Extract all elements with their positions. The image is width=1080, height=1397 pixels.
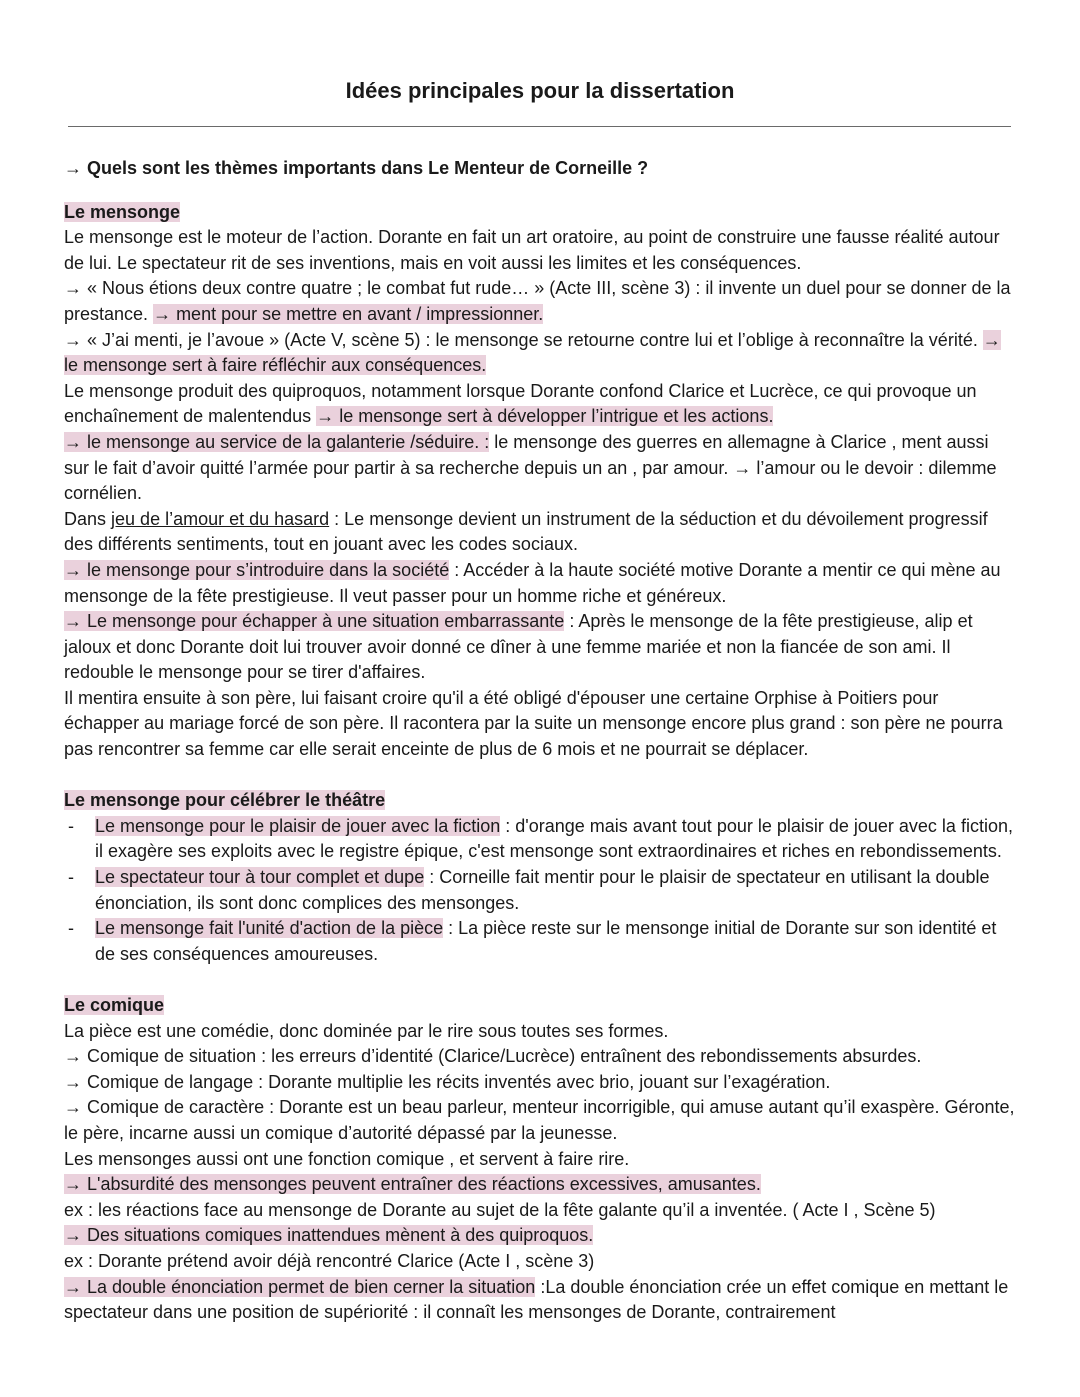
highlight: → Le mensonge pour échapper à une situation embarrassante: [64, 611, 565, 632]
highlight: Le mensonge pour le plaisir de jouer avec la fiction: [95, 815, 501, 836]
text: Dans: [64, 508, 112, 529]
text: : d'orange mais avant tout pour le plaisir de jouer avec la fiction, il exagère ses exploits avec le registre épique, c'est mensonge sont extraordinaires et riches en rebondissements.: [95, 815, 1013, 862]
bullet-dash: -: [68, 918, 74, 939]
text: → « J’ai menti, je l’avoue » (Acte V, scène 5) : le mensonge se retourne contre lui et l’oblige à reconnaître la vérité.: [64, 329, 983, 350]
section-theatre: [64, 788, 1016, 967]
text: : Accéder à la haute société motive Dorante a mentir ce qui mène au mensonge de la fête prestigieuse. Il veut passer pour un homme riche et généreux.: [64, 559, 1001, 606]
paragraph: ex : Dorante prétend avoir déjà rencontré Clarice (Acte I , scène 3): [64, 1250, 595, 1271]
bullet-item: [64, 814, 1016, 865]
document-body: [64, 156, 1016, 1326]
highlight: → le mensonge pour s’introduire dans la société: [64, 559, 450, 580]
bullet-item: [64, 865, 1016, 916]
highlight: Le mensonge fait l'unité d'action de la pièce: [95, 918, 444, 939]
underlined-title: jeu de l’amour et du hasard: [111, 508, 330, 529]
paragraph: → Comique de langage : Dorante multiplie les récits inventés avec brio, jouant sur l’exagération.: [64, 1071, 831, 1092]
highlight: → le mensonge au service de la galanterie /séduire. :: [64, 431, 490, 452]
bullet-dash: -: [68, 815, 74, 836]
paragraph: Il mentira ensuite à son père, lui faisant croire qu'il a été obligé d'épouser une certaine Orphise à Poitiers pour échapper au mariage forcé de son père. Il racontera par la suite un mensonge encore plus grand : son père ne pourra pas rencontrer sa femme car elle serait enceinte de plus de 6 mois et ne pourrait se déplacer.: [64, 687, 1003, 760]
title-divider: [68, 126, 1011, 127]
section-heading: Le mensonge pour célébrer le théâtre: [64, 790, 386, 811]
highlight: Le spectateur tour à tour complet et dupe: [95, 867, 425, 888]
paragraph: ex : les réactions face au mensonge de Dorante au sujet de la fête galante qu’il a inventée. ( Acte I , Scène 5): [64, 1199, 936, 1220]
highlight: → le mensonge sert à faire réfléchir aux conséquences.: [64, 329, 1001, 376]
text: : Après le mensonge de la fête prestigieuse, alip et jaloux et donc Dorante doit lui trouver avoir donné ce dîner à une femme mariée et non la fiancée de son ami. Il redouble le mensonge pour se tirer d'affaires.: [64, 611, 973, 683]
paragraph: → Comique de situation : les erreurs d’identité (Clarice/Lucrèce) entraînent des rebondissements absurdes.: [64, 1046, 922, 1067]
highlight: → ment pour se mettre en avant / impressionner.: [153, 303, 544, 324]
section-heading: Le comique: [64, 995, 165, 1015]
paragraph: La pièce est une comédie, donc dominée par le rire sous toutes ses formes.: [64, 1020, 669, 1041]
section-heading: Le mensonge: [64, 201, 181, 222]
paragraph: [64, 609, 1016, 686]
highlight: → Des situations comiques inattendues mènent à des quiproquos.: [64, 1225, 594, 1246]
paragraph: [64, 558, 1016, 609]
paragraph: Le mensonge est le moteur de l’action. Dorante en fait un art oratoire, au point de construire une fausse réalité autour de lui. Le spectateur rit de ses inventions, mais en voit aussi les limites et les conséquences.: [64, 227, 1000, 273]
section-mensonge: [64, 200, 1016, 763]
text: : La pièce reste sur le mensonge initial de Dorante sur son identité et de ses conséquences amoureuses.: [95, 918, 997, 964]
page-title: Idées principales pour la dissertation: [345, 78, 735, 103]
text: : Le mensonge devient un instrument de la séduction et du dévoilement progressif des différents sentiments, tout en jouant avec les codes sociaux.: [64, 508, 988, 555]
paragraph: [64, 1275, 1016, 1326]
paragraph: [64, 276, 1016, 327]
highlight: → La double énonciation permet de bien cerner la situation: [64, 1276, 536, 1297]
paragraph: → Comique de caractère : Dorante est un beau parleur, menteur incorrigible, qui amuse autant qu’il exaspère. Géronte, le père, incarne aussi un comique d’autorité dépassé par la jeunesse.: [64, 1097, 1015, 1143]
paragraph: [64, 328, 1016, 379]
bullet-item: [64, 916, 1016, 967]
text: :La double énonciation crée un effet comique en mettant le spectateur dans une position de supériorité : il connaît les mensonges de Dorante, contrairement: [64, 1276, 1009, 1323]
paragraph: [64, 507, 1016, 558]
highlight: → L'absurdité des mensonges peuvent entraîner des réactions excessives, amusantes.: [64, 1174, 761, 1195]
main-question: → Quels sont les thèmes importants dans Le Menteur de Corneille ?: [64, 158, 649, 178]
paragraph: [64, 430, 1016, 507]
paragraph: [64, 379, 1016, 430]
section-comique: [64, 993, 1016, 1326]
paragraph: Les mensonges aussi ont une fonction comique , et servent à faire rire.: [64, 1148, 630, 1169]
bullet-dash: -: [68, 867, 74, 888]
text: le mensonge des guerres en allemagne à Clarice , ment aussi sur le fait d’avoir quitté l’armée pour partir à sa recherche depuis un an , par amour. → l’amour ou le devoir : dilemme cornélien.: [64, 431, 997, 504]
text: Le mensonge produit des quiproquos, notamment lorsque Dorante confond Clarice et Lucrèce, ce qui provoque un enchaînement de malentendus: [64, 380, 977, 427]
text: : Corneille fait mentir pour le plaisir de spectateur en utilisant la double énonciation, ils sont donc complices des mensonges.: [95, 867, 990, 913]
highlight: → le mensonge sert à développer l’intrigue et les actions.: [316, 406, 774, 427]
text: → « Nous étions deux contre quatre ; le combat fut rude… » (Acte III, scène 3) : il invente un duel pour se donner de la prestance.: [64, 278, 1011, 324]
